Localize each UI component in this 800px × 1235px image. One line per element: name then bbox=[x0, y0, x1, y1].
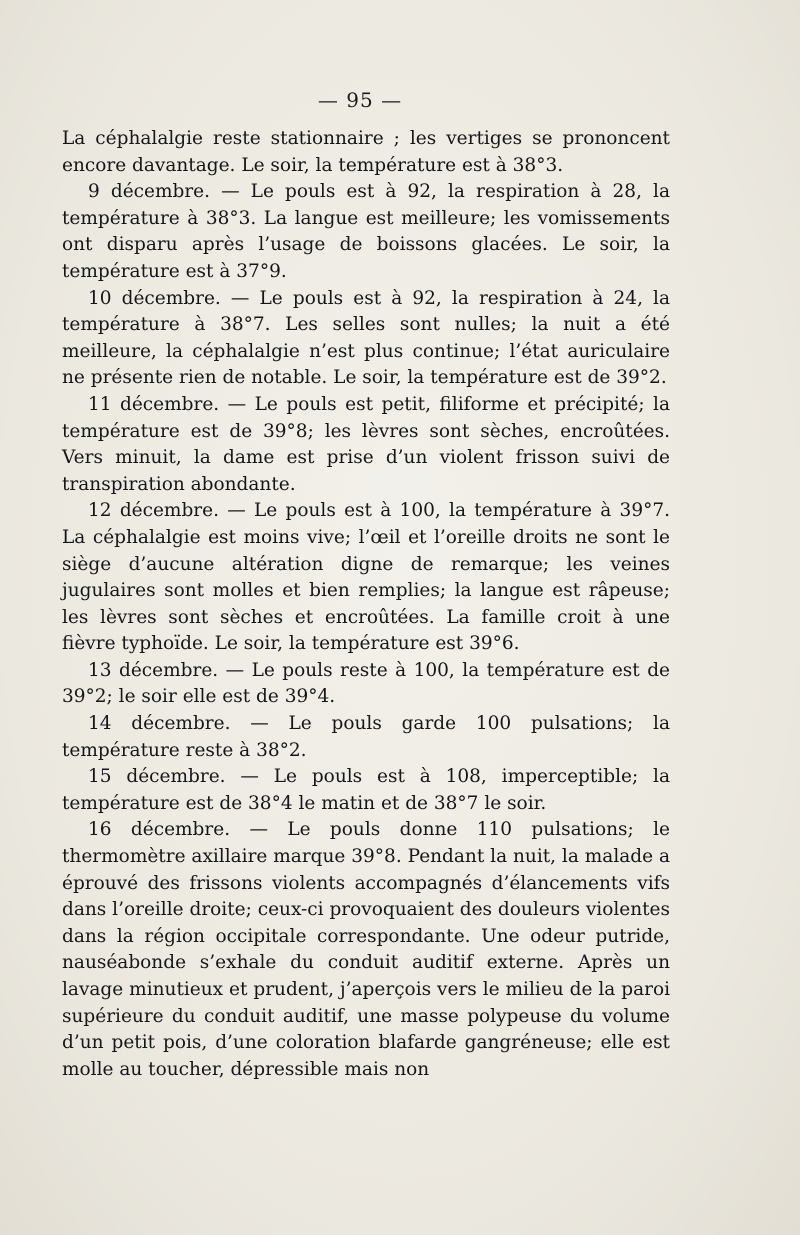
paragraph: 13 décembre. — Le pouls reste à 100, la température est de 39°2; le soir elle est de 39°4. bbox=[62, 659, 670, 708]
page-number: — 95 — bbox=[317, 88, 403, 112]
text-body bbox=[62, 126, 670, 1083]
paragraph: 11 décembre. — Le pouls est petit, filiforme et précipité; la température est de 39°8; les lèvres sont sèches, encroûtées. Vers minuit, la dame est prise d’un violent frisson suivi de transpiration abondante. bbox=[62, 393, 670, 495]
paragraph: 10 décembre. — Le pouls est à 92, la respiration à 24, la température à 38°7. Les selles sont nulles; la nuit a été meilleure, la céphalalgie n’est plus continue; l’état auriculaire ne présente rien de notable. Le soir, la température est de 39°2. bbox=[62, 287, 670, 389]
paragraph: 14 décembre. — Le pouls garde 100 pulsations; la température reste à 38°2. bbox=[62, 713, 670, 761]
paragraph: 16 décembre. — Le pouls donne 110 pulsations; le thermomètre axillaire marque 39°8. Pendant la nuit, la malade a éprouvé des frissons violents accompagnés d’élancements vifs dans l’oreille droite; ceux-ci provoquaient des douleurs violentes dans la région occipitale correspondante. Une odeur putride, nauséabonde s’exhale du conduit auditif externe. Après un lavage minutieux et prudent, j’aperçois vers le milieu de la paroi supérieure du conduit auditif, une masse polypeuse du volume d’un petit pois, d’une coloration blafarde gangréneuse; elle est molle au toucher, dépressible mais non bbox=[62, 819, 670, 1080]
paragraph: La céphalalgie reste stationnaire ; les vertiges se prononcent encore davantage. Le soir, la température est à 38°3. bbox=[62, 128, 670, 176]
paragraph: 12 décembre. — Le pouls est à 100, la température à 39°7. La céphalalgie est moins vive; l’œil et l’oreille droits ne sont le siège d’aucune altération digne de remarque; les veines jugulaires sont molles et bien remplies; la langue est râpeuse; les lèvres sont sèches et encroûtées. La famille croit à une fièvre typhoïde. Le soir, la température est 39°6. bbox=[62, 500, 670, 655]
paragraph: 15 décembre. — Le pouls est à 108, imperceptible; la température est de 38°4 le matin et de 38°7 le soir. bbox=[62, 766, 670, 814]
paragraph: 9 décembre. — Le pouls est à 92, la respiration à 28, la température à 38°3. La langue est meilleure; les vomissements ont disparu après l’usage de boissons glacées. Le soir, la température est à 37°9. bbox=[62, 181, 670, 282]
